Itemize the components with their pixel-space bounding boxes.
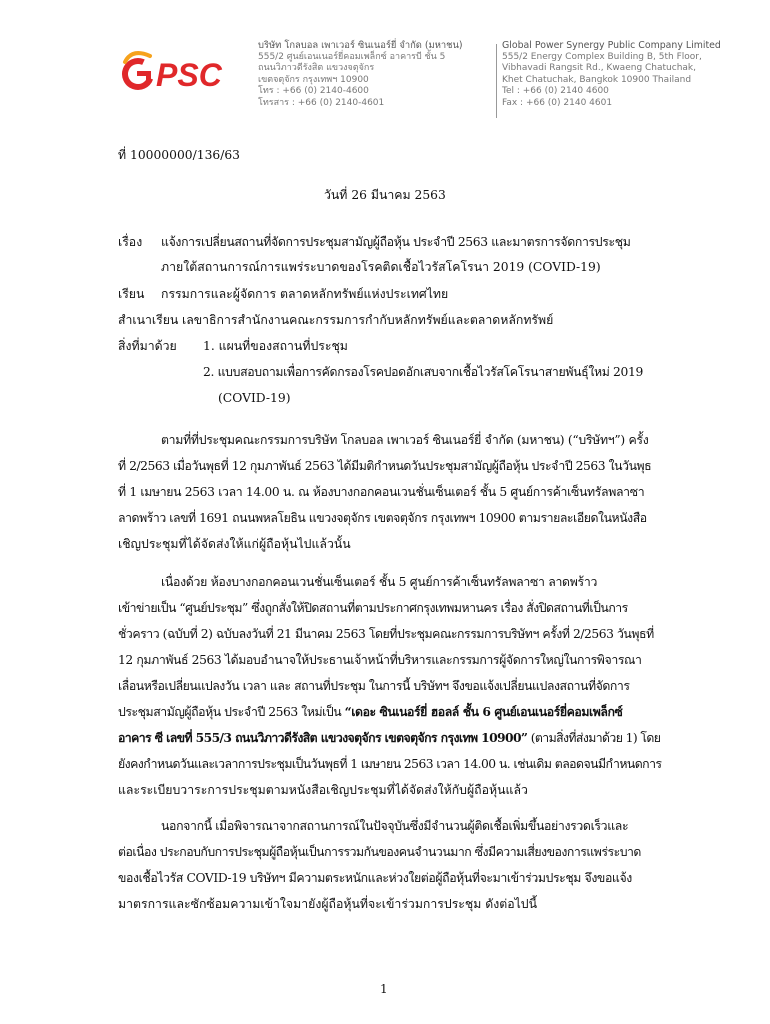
address-line: 555/2 Energy Complex Building B, 5th Floor, xyxy=(502,51,702,62)
to-recipient: กรรมการและผู้จัดการ ตลาดหลักทรัพย์แห่งประเทศไทย xyxy=(161,287,449,301)
subject-label: เรื่อง xyxy=(118,235,143,249)
company-name-english: Global Power Synergy Public Company Limited xyxy=(502,40,721,51)
cc-recipient: เลขาธิการสำนักงานคณะกรรมการกำกับหลักทรัพย์และตลาดหลักทรัพย์ xyxy=(182,313,554,327)
letterhead-english xyxy=(502,40,721,110)
letterhead-divider xyxy=(496,44,497,118)
new-venue-address: อาคาร ซี เลขที่ 555/3 ถนนวิภาวดีรังสิต แขวงจตุจักร เขตจตุจักร กรุงเทพ 10900” xyxy=(118,730,528,745)
letter-date: วันที่ 26 มีนาคม 2563 xyxy=(324,188,446,202)
svg-text:PSC: PSC xyxy=(156,57,222,93)
phone-line: โทร : +66 (0) 2140-4600 xyxy=(258,86,369,97)
gpsc-logo xyxy=(118,40,256,110)
paragraph-line: ตามที่ที่ประชุมคณะกรรมการบริษัท โกลบอล เพาเวอร์ ซินเนอร์ยี่ จำกัด (มหาชน) (“บริษัทฯ”) ครั้ง xyxy=(161,433,649,447)
address-line: 555/2 ศูนย์เอนเนอร์ยี่คอมเพล็กซ์ อาคารบี ชั้น 5 xyxy=(258,51,446,62)
paragraph-line: ยังคงกำหนดวันและเวลาการประชุมเป็นวันพุธที่ 1 เมษายน 2563 เวลา 14.00 น. เช่นเดิม ตลอดจนมีกำหนดการ xyxy=(118,757,662,771)
paragraph-line: เลื่อนหรือเปลี่ยนแปลงวัน เวลา และ สถานที่ประชุม ในการนี้ บริษัทฯ จึงขอแจ้งเปลี่ยนแปลงสถานที่จัดการ xyxy=(118,679,630,693)
paragraph-line: ต่อเนื่อง ประกอบกับการประชุมผู้ถือหุ้นเป็นการรวมกันของคนจำนวนมาก ซึ่งมีความเสี่ยงของการแพร่ระบาด xyxy=(118,845,641,859)
cc-label: สำเนาเรียน xyxy=(118,313,179,327)
paragraph-line: เชิญประชุมที่ได้จัดส่งให้แก่ผู้ถือหุ้นไปแล้วนั้น xyxy=(118,537,351,551)
paragraph-line xyxy=(118,730,660,746)
paragraph-line xyxy=(118,704,622,720)
address-line: Khet Chatuchak, Bangkok 10900 Thailand xyxy=(502,74,692,85)
reference-number: ที่ 10000000/136/63 xyxy=(118,148,241,162)
paragraph-line: ลาดพร้าว เลขที่ 1691 ถนนพหลโยธิน แขวงจตุจักร เขตจตุจักร กรุงเทพฯ 10900 ตามรายละเอียดในหนังสือ xyxy=(118,511,647,525)
new-venue-text: “เดอะ ซินเนอร์ยี่ ฮอลล์ ชั้น 6 ศูนย์เอนเนอร์ยี่คอมเพล็กซ์ xyxy=(344,704,623,719)
to-label: เรียน xyxy=(118,287,145,301)
enclosure-item: 1. แผนที่ของสถานที่ประชุม xyxy=(203,339,348,353)
paragraph-line: 12 กุมภาพันธ์ 2563 ได้มอบอำนาจให้ประธานเจ้าหน้าที่บริหารและกรรมการผู้จัดการใหญ่ในการพิจารณา xyxy=(118,653,642,667)
address-line: Vibhavadi Rangsit Rd., Kwaeng Chatuchak, xyxy=(502,63,696,74)
subject-line-1: แจ้งการเปลี่ยนสถานที่จัดการประชุมสามัญผู้ถือหุ้น ประจำปี 2563 และมาตรการจัดการประชุม xyxy=(161,235,631,249)
paragraph-text: (ตามสิ่งที่ส่งมาด้วย 1) โดย xyxy=(527,731,661,745)
paragraph-line: เนื่องด้วย ห้องบางกอกคอนเวนชั่นเซ็นเตอร์ ชั้น 5 ศูนย์การค้าเซ็นทรัลพลาซา ลาดพร้าว xyxy=(161,575,598,589)
address-line: ถนนวิภาวดีรังสิต แขวงจตุจักร xyxy=(258,63,375,74)
enclosure-item-cont: (COVID-19) xyxy=(218,391,291,405)
paragraph-text: ประชุมสามัญผู้ถือหุ้น ประจำปี 2563 ใหม่เป็น xyxy=(118,705,345,719)
company-name-thai: บริษัท โกลบอล เพาเวอร์ ซินเนอร์ยี่ จำกัด (มหาชน) xyxy=(258,40,463,51)
paragraph-line: และระเบียบวาระการประชุมตามหนังสือเชิญประชุมที่ได้จัดส่งให้กับผู้ถือหุ้นแล้ว xyxy=(118,783,528,797)
address-line: เขตจตุจักร กรุงเทพฯ 10900 xyxy=(258,74,369,85)
paragraph-line: นอกจากนี้ เมื่อพิจารณาจากสถานการณ์ในปัจจุบันซึ่งมีจำนวนผู้ติดเชื้อเพิ่มขึ้นอย่างรวดเร็วและ xyxy=(161,819,629,833)
letterhead-thai xyxy=(258,40,496,110)
enclosure-label: สิ่งที่มาด้วย xyxy=(118,339,177,353)
paragraph-line: ชั่วคราว (ฉบับที่ 2) ฉบับลงวันที่ 21 มีนาคม 2563 โดยที่ประชุมคณะกรรมการบริษัทฯ ครั้งที่ 2/2563 วันพุธที่ xyxy=(118,627,654,641)
page-number: 1 xyxy=(380,982,388,996)
paragraph-line: ที่ 2/2563 เมื่อวันพุธที่ 12 กุมภาพันธ์ 2563 ได้มีมติกำหนดวันประชุมสามัญผู้ถือหุ้น ประจำปี 2563 ในวันพุธ xyxy=(118,459,652,473)
phone-line: Tel : +66 (0) 2140 4600 xyxy=(502,86,609,97)
fax-line: Fax : +66 (0) 2140 4601 xyxy=(502,97,613,108)
subject-line-2: ภายใต้สถานการณ์การแพร่ระบาดของโรคติดเชื้อไวรัสโคโรนา 2019 (COVID-19) xyxy=(161,260,601,274)
paragraph-line: มาตรการและซักซ้อมความเข้าใจมายังผู้ถือหุ้นที่จะเข้าร่วมการประชุม ดังต่อไปนี้ xyxy=(118,897,538,911)
paragraph-line: เข้าข่ายเป็น “ศูนย์ประชุม” ซึ่งถูกสั่งให้ปิดสถานที่ตามประกาศกรุงเทพมหานคร เรื่อง สั่งปิดสถานที่เป็นการ xyxy=(118,601,628,615)
paragraph-line: ที่ 1 เมษายน 2563 เวลา 14.00 น. ณ ห้องบางกอกคอนเวนชั่นเซ็นเตอร์ ชั้น 5 ศูนย์การค้าเซ็นทรัลพลาซา xyxy=(118,485,645,499)
gpsc-logo-icon xyxy=(118,40,256,110)
paragraph-line: ของเชื้อไวรัส COVID-19 บริษัทฯ มีความตระหนักและห่วงใยต่อผู้ถือหุ้นที่จะมาเข้าร่วมประชุม จึงขอแจ้ง xyxy=(118,871,632,885)
fax-line: โทรสาร : +66 (0) 2140-4601 xyxy=(258,97,385,108)
enclosure-item: 2. แบบสอบถามเพื่อการคัดกรองโรคปอดอักเสบจากเชื้อไวรัสโคโรนาสายพันธุ์ใหม่ 2019 xyxy=(203,365,643,379)
